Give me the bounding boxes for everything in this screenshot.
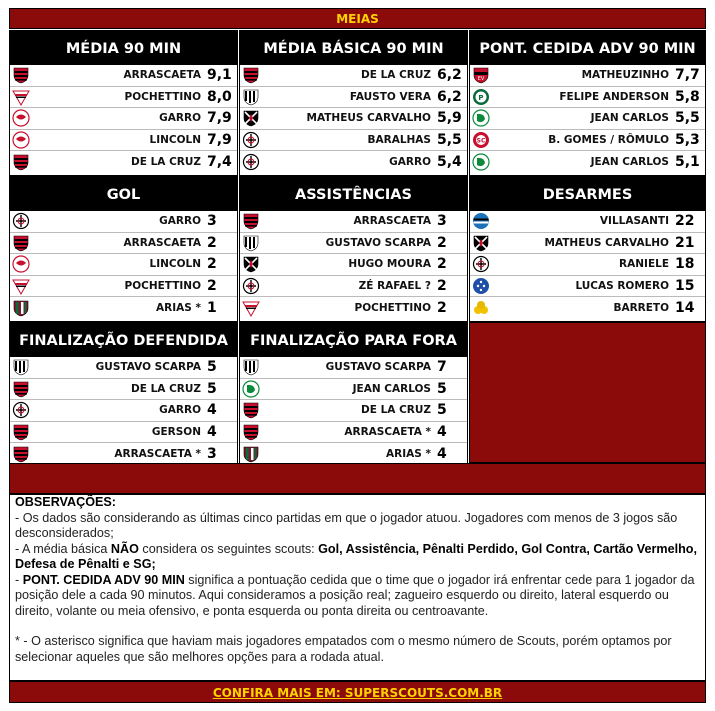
stat-panel (469, 30, 706, 176)
player-value: 4 (437, 423, 447, 440)
player-row (470, 297, 705, 319)
panel-title: PONT. CEDIDA ADV 90 MIN (470, 31, 705, 65)
player-value: 7,9 (207, 131, 232, 148)
player-name: GUSTAVO SCARPA (325, 361, 431, 374)
player-value: 21 (675, 234, 695, 251)
player-name: BARRETO (613, 301, 669, 314)
player-name: POCHETTINO (124, 90, 201, 103)
player-value: 5,5 (437, 131, 462, 148)
stat-panel (239, 322, 468, 468)
svg-text:EV: EV (477, 76, 485, 83)
player-value: 2 (437, 299, 447, 316)
position-banner: MEIAS (9, 8, 706, 29)
player-name: POCHETTINO (124, 279, 201, 292)
player-name: ARIAS * (386, 447, 431, 460)
player-name: GARRO (159, 215, 201, 228)
player-name: DE LA CRUZ (361, 404, 431, 417)
player-value: 4 (207, 402, 217, 419)
player-row (10, 151, 237, 173)
player-value: 5 (207, 380, 217, 397)
juventude-crest-icon (471, 153, 491, 171)
svg-text:SC: SC (476, 137, 486, 145)
player-value: 18 (675, 256, 695, 273)
player-row (470, 65, 705, 87)
player-value: 5,4 (437, 153, 462, 170)
player-name: DE LA CRUZ (361, 69, 431, 82)
bragantino-crest-icon (11, 109, 31, 127)
panel-title: MÉDIA BÁSICA 90 MIN (240, 31, 467, 65)
player-value: 7,9 (207, 110, 232, 127)
player-row (470, 254, 705, 276)
player-value: 7,4 (207, 153, 232, 170)
player-name: GUSTAVO SCARPA (95, 361, 201, 374)
player-name: MATHEUZINHO (581, 69, 669, 82)
player-value: 5 (437, 402, 447, 419)
player-name: GARRO (389, 155, 431, 168)
atletico-mg-crest-icon (241, 234, 261, 252)
player-name: DE LA CRUZ (131, 155, 201, 168)
player-row (10, 297, 237, 319)
footer-link[interactable]: CONFIRA MAIS EM: SUPERSCOUTS.COM.BR (212, 686, 503, 700)
panel-title: ASSISTÊNCIAS (240, 177, 467, 211)
player-value: 2 (207, 256, 217, 273)
player-name: ARRASCAETA * (344, 425, 431, 438)
player-name: JEAN CARLOS (590, 155, 669, 168)
player-value: 14 (675, 299, 695, 316)
player-row (10, 211, 237, 233)
player-row (240, 379, 467, 401)
player-name: ARRASCAETA (123, 69, 201, 82)
separator-red-block (9, 463, 706, 494)
player-row (240, 233, 467, 255)
corinthians-crest-icon (471, 255, 491, 273)
player-row (240, 151, 467, 173)
player-row (240, 297, 467, 319)
player-value: 2 (437, 277, 447, 294)
player-row (10, 357, 237, 379)
player-value: 5 (207, 359, 217, 376)
panel-title: DESARMES (470, 177, 705, 211)
player-row (240, 65, 467, 87)
atletico-mg-crest-icon (11, 358, 31, 376)
empty-red-block (469, 322, 706, 463)
player-name: ARRASCAETA * (114, 447, 201, 460)
player-name: FAUSTO VERA (349, 90, 431, 103)
player-row (10, 276, 237, 298)
flamengo-crest-icon (11, 234, 31, 252)
player-value: 15 (675, 277, 695, 294)
player-value: 5 (437, 380, 447, 397)
notes-section (9, 494, 706, 681)
player-row (240, 400, 467, 422)
player-value: 6,2 (437, 88, 462, 105)
vasco-crest-icon (471, 234, 491, 252)
juventude-crest-icon (241, 380, 261, 398)
footer-link-bar[interactable] (9, 681, 706, 703)
note-line-2: - A média básica NÃO considera os seguintes scouts: Gol, Assistência, Pênalti Perdido, Gol Contra, Cartão Vermelho, Defesa de Pênalti e SG; (15, 541, 697, 571)
player-name: ARIAS * (156, 301, 201, 314)
stat-panel (239, 176, 468, 322)
player-row (470, 108, 705, 130)
player-name: BARALHAS (367, 133, 431, 146)
flamengo-crest-icon (241, 401, 261, 419)
player-name: FELIPE ANDERSON (559, 90, 669, 103)
panel-title: GOL (10, 177, 237, 211)
player-row (10, 443, 237, 465)
player-value: 2 (437, 256, 447, 273)
player-name: MATHEUS CARVALHO (306, 112, 431, 125)
panel-title: MÉDIA 90 MIN (10, 31, 237, 65)
internacional-crest-icon (471, 131, 491, 149)
player-name: LINCOLN (149, 133, 201, 146)
stat-panel (239, 30, 468, 176)
player-value: 5,3 (675, 131, 700, 148)
player-row (470, 233, 705, 255)
flamengo-crest-icon (241, 66, 261, 84)
player-row (240, 357, 467, 379)
flamengo-crest-icon (11, 66, 31, 84)
player-row (10, 422, 237, 444)
player-row (240, 443, 467, 465)
atletico-mg-crest-icon (241, 88, 261, 106)
vasco-crest-icon (241, 255, 261, 273)
player-name: POCHETTINO (354, 301, 431, 314)
corinthians-crest-icon (241, 153, 261, 171)
player-row (240, 211, 467, 233)
sao-paulo-crest-icon (11, 88, 31, 106)
player-value: 2 (437, 234, 447, 251)
player-row (10, 233, 237, 255)
corinthians-crest-icon (241, 277, 261, 295)
player-name: JEAN CARLOS (352, 382, 431, 395)
player-name: MATHEUS CARVALHO (544, 236, 669, 249)
player-value: 5,5 (675, 110, 700, 127)
panel-title: FINALIZAÇÃO DEFENDIDA (10, 323, 237, 357)
mirassol-crest-icon (471, 299, 491, 317)
player-value: 9,1 (207, 67, 232, 84)
note-line-4: * - O asterisco significa que haviam mais jogadores empatados com o mesmo número de Scouts, porém optamos por selecionar aqueles que são melhores opções para a rodada atual. (15, 634, 672, 664)
player-row (470, 276, 705, 298)
flamengo-crest-icon (241, 212, 261, 230)
note-line-1: - Os dados são considerando as últimas cinco partidas em que o jogador atuou. Jogadores com menos de 3 jogos são desconsiderados; (15, 510, 678, 540)
player-name: GARRO (159, 112, 201, 125)
player-row (470, 130, 705, 152)
player-row (240, 108, 467, 130)
player-name: HUGO MOURA (348, 258, 431, 271)
player-value: 7 (437, 359, 447, 376)
player-value: 22 (675, 213, 695, 230)
bragantino-crest-icon (11, 131, 31, 149)
player-name: RANIELE (619, 258, 669, 271)
panel-title: FINALIZAÇÃO PARA FORA (240, 323, 467, 357)
player-name: JEAN CARLOS (590, 112, 669, 125)
player-name: ZÉ RAFAEL ? (358, 279, 431, 292)
stat-panel (9, 322, 238, 468)
svg-text:P: P (478, 93, 484, 102)
player-row (10, 108, 237, 130)
flamengo-crest-icon (11, 380, 31, 398)
stat-panel (469, 176, 706, 322)
palmeiras-crest-icon (471, 88, 491, 106)
player-name: ARRASCAETA (353, 215, 431, 228)
player-value: 3 (207, 445, 217, 462)
player-row (470, 151, 705, 173)
player-name: ARRASCAETA (123, 236, 201, 249)
player-row (240, 422, 467, 444)
flamengo-crest-icon (11, 153, 31, 171)
player-name: LINCOLN (149, 258, 201, 271)
corinthians-crest-icon (11, 212, 31, 230)
player-value: 2 (207, 277, 217, 294)
fluminense-crest-icon (11, 299, 31, 317)
player-row (10, 87, 237, 109)
player-row (10, 400, 237, 422)
player-value: 1 (207, 299, 217, 316)
note-line-3: - PONT. CEDIDA ADV 90 MIN significa a pontuação cedida que o time que o jogador irá enfrentar cede para 1 jogador da posição dele a cada 90 minutos. Aqui consideramos a posição real; zagueiro esquerdo ou direito, lateral esquerdo ou direito, volante ou meia ofensivo, e ponta esquerda ou ponta direita ou centroavante. (15, 572, 695, 618)
flamengo-crest-icon (11, 423, 31, 441)
notes-heading: OBSERVAÇÕES: (15, 495, 117, 509)
player-row (10, 379, 237, 401)
player-name: B. GOMES / RÔMULO (548, 133, 669, 146)
player-value: 5,8 (675, 88, 700, 105)
player-row (470, 211, 705, 233)
player-value: 5,9 (437, 110, 462, 127)
flamengo-crest-icon (241, 423, 261, 441)
corinthians-crest-icon (11, 401, 31, 419)
player-row (10, 65, 237, 87)
player-row (240, 254, 467, 276)
stat-panel (9, 30, 238, 176)
player-row (10, 130, 237, 152)
player-value: 5,1 (675, 153, 700, 170)
player-row (240, 276, 467, 298)
atletico-mg-crest-icon (241, 358, 261, 376)
corinthians-crest-icon (241, 131, 261, 149)
player-name: VILLASANTI (599, 215, 669, 228)
player-row (240, 130, 467, 152)
player-name: LUCAS ROMERO (575, 279, 669, 292)
player-row (10, 254, 237, 276)
player-value: 4 (207, 423, 217, 440)
sao-paulo-crest-icon (241, 299, 261, 317)
flamengo-crest-icon (11, 445, 31, 463)
gremio-crest-icon (471, 212, 491, 230)
cruzeiro-crest-icon (471, 277, 491, 295)
stat-panel (9, 176, 238, 322)
fluminense-crest-icon (241, 445, 261, 463)
bragantino-crest-icon (11, 255, 31, 273)
player-name: GUSTAVO SCARPA (325, 236, 431, 249)
juventude-crest-icon (471, 109, 491, 127)
player-row (470, 87, 705, 109)
player-value: 2 (207, 234, 217, 251)
player-value: 8,0 (207, 88, 232, 105)
player-row (240, 87, 467, 109)
player-value: 7,7 (675, 67, 700, 84)
player-value: 6,2 (437, 67, 462, 84)
player-value: 3 (207, 213, 217, 230)
player-name: DE LA CRUZ (131, 382, 201, 395)
player-value: 4 (437, 445, 447, 462)
player-name: GARRO (159, 404, 201, 417)
player-value: 3 (437, 213, 447, 230)
vitoria-crest-icon (471, 66, 491, 84)
player-name: GERSON (151, 425, 201, 438)
vasco-crest-icon (241, 109, 261, 127)
sao-paulo-crest-icon (11, 277, 31, 295)
